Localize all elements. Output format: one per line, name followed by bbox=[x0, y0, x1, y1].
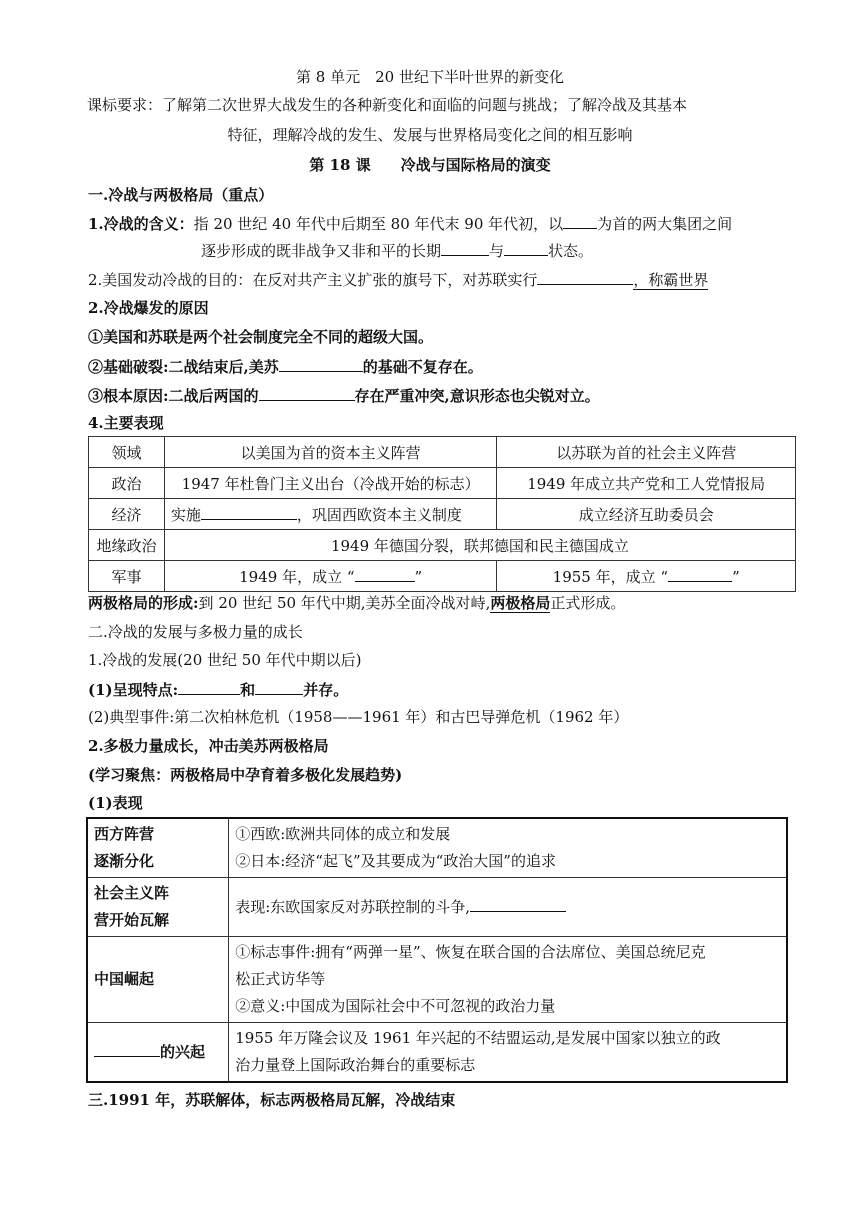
table-row bbox=[89, 468, 796, 499]
definition-text-e: 状态。 bbox=[548, 242, 594, 260]
learning-focus: (学习聚焦：两极格局中孕育着多极化发展趋势) bbox=[88, 766, 403, 784]
blank-5 bbox=[279, 355, 363, 372]
multipolar-table bbox=[86, 817, 788, 1083]
section-3-heading: 三.1991 年，苏联解体，标志两极格局瓦解，冷战结束 bbox=[88, 1091, 456, 1109]
standard-line-1: 课标要求：了解第二次世界大战发生的各种新变化和面临的问题与挑战；了解冷战及其基本 bbox=[87, 96, 688, 114]
table-row bbox=[89, 530, 796, 561]
blank-6 bbox=[259, 384, 355, 401]
blank-1 bbox=[563, 212, 597, 229]
unit-title: 第 8 单元 20 世纪下半叶世界的新变化 bbox=[296, 68, 564, 86]
table-row bbox=[87, 937, 787, 1023]
table-cell: 1949 年成立共产党和工人党情报局 bbox=[497, 468, 796, 499]
table-row bbox=[89, 561, 796, 592]
table-cell bbox=[87, 1023, 229, 1083]
features bbox=[88, 678, 348, 701]
features-c: 并存。 bbox=[303, 681, 349, 699]
socialist-label-2: 营开始瓦解 bbox=[94, 911, 170, 929]
socialist-label-1: 社会主义阵 bbox=[94, 884, 170, 902]
blank-2 bbox=[441, 239, 489, 256]
table-cell bbox=[164, 561, 497, 592]
cause-1: ①美国和苏联是两个社会制度完全不同的超级大国。 bbox=[88, 328, 434, 346]
economy-us-a: 实施 bbox=[170, 506, 201, 524]
china-item-2: ②意义:中国成为国际社会中不可忽视的政治力量 bbox=[235, 997, 556, 1015]
west-label-2: 逐渐分化 bbox=[94, 852, 155, 870]
table-cell bbox=[87, 878, 229, 937]
table-cell bbox=[229, 937, 787, 1023]
table-cell bbox=[164, 499, 497, 530]
purpose-text-b: ，称霸世界 bbox=[633, 271, 709, 289]
definition-label: 1.冷战的含义： bbox=[88, 215, 194, 233]
socialist-text: 表现:东欧国家反对苏联控制的斗争, bbox=[235, 897, 471, 916]
china-item-1a: ①标志事件:拥有“两弹一星”、恢复在联合国的合法席位、美国总统尼克 bbox=[235, 943, 706, 961]
definition-text-c: 逐步形成的既非战争又非和平的长期 bbox=[201, 242, 442, 260]
blank-9 bbox=[668, 565, 732, 582]
table-cell: 以美国为首的资本主义阵营 bbox=[164, 437, 497, 468]
table-row bbox=[89, 499, 796, 530]
rise-label: 的兴起 bbox=[160, 1042, 206, 1061]
west-item-2: ②日本:经济“起飞”及其要成为“政治大国”的追求 bbox=[235, 852, 556, 870]
blank-10 bbox=[178, 678, 240, 695]
blank-8 bbox=[355, 565, 415, 582]
west-label-1: 西方阵营 bbox=[94, 825, 155, 843]
table-cell: 领域 bbox=[89, 437, 165, 468]
military-us-a: 1949 年，成立 “ bbox=[239, 568, 355, 586]
blank-3 bbox=[504, 239, 548, 256]
definition-text-a: 指 20 世纪 40 年代中后期至 80 年代末 90 年代初，以 bbox=[193, 215, 564, 233]
features-b: 和 bbox=[240, 681, 256, 699]
economy-us-b: ，巩固西欧资本主义制度 bbox=[296, 506, 462, 524]
blank-7 bbox=[201, 503, 297, 520]
standard-line-2: 特征，理解冷战的发生、发展与世界格局变化之间的相互影响 bbox=[227, 126, 633, 144]
table-cell bbox=[229, 818, 787, 878]
cause-2-b: 的基础不复存在。 bbox=[362, 358, 483, 376]
table-cell: 政治 bbox=[89, 468, 165, 499]
us-purpose bbox=[88, 268, 708, 291]
table-cell: 军事 bbox=[89, 561, 165, 592]
military-ussr-a: 1955 年，成立 “ bbox=[552, 568, 669, 586]
table-cell bbox=[87, 818, 229, 878]
table-cell: 以苏联为首的社会主义阵营 bbox=[497, 437, 796, 468]
cold-war-development: 1.冷战的发展(20 世纪 50 年代中期以后) bbox=[88, 651, 362, 669]
bipolar-label: 两极格局的形成: bbox=[88, 594, 199, 612]
bipolar-formation bbox=[88, 592, 625, 614]
cause-2 bbox=[88, 355, 483, 378]
west-item-1: ①西欧:欧洲共同体的成立和发展 bbox=[235, 825, 451, 843]
section-2-heading: 二.冷战的发展与多极力量的成长 bbox=[88, 623, 303, 641]
bipolar-text-a: 到 20 世纪 50 年代中期,美苏全面冷战对峙, bbox=[198, 594, 491, 612]
cold-war-definition bbox=[88, 212, 732, 235]
manifestations-heading: 4.主要表现 bbox=[88, 414, 164, 432]
table-cell: 1947 年杜鲁门主义出台（冷战开始的标志） bbox=[164, 468, 497, 499]
causes-heading: 2.冷战爆发的原因 bbox=[88, 299, 209, 317]
bipolar-text-b: 两极格局 bbox=[490, 594, 551, 612]
table-row bbox=[87, 818, 787, 878]
table-cell bbox=[497, 561, 796, 592]
definition-text-d: 与 bbox=[489, 242, 505, 260]
military-ussr-b: ” bbox=[732, 568, 740, 586]
definition-text-b: 为首的两大集团之间 bbox=[597, 215, 733, 233]
purpose-text-a: 2.美国发动冷战的目的：在反对共产主义扩张的旗号下，对苏联实行 bbox=[88, 271, 538, 289]
cause-3-a: ③根本原因:二战后两国的 bbox=[88, 387, 259, 405]
table-row bbox=[89, 437, 796, 468]
bipolar-text-c: 正式形成。 bbox=[550, 594, 626, 612]
lesson-title: 第 18 课 冷战与国际格局的演变 bbox=[309, 156, 551, 174]
performance-heading: (1)表现 bbox=[88, 794, 143, 812]
blank-4 bbox=[537, 268, 633, 285]
table-cell bbox=[229, 1023, 787, 1083]
cause-2-a: ②基础破裂:二战结束后,美苏 bbox=[88, 358, 279, 376]
cause-3 bbox=[88, 384, 600, 407]
military-us-b: ” bbox=[414, 568, 423, 586]
table-cell: 地缘政治 bbox=[89, 530, 165, 561]
table-cell: 经济 bbox=[89, 499, 165, 530]
table-cell: 成立经济互助委员会 bbox=[497, 499, 796, 530]
table-cell: 1949 年德国分裂，联邦德国和民主德国成立 bbox=[164, 530, 795, 561]
cold-war-definition-cont bbox=[201, 239, 593, 262]
table-cell bbox=[229, 878, 787, 937]
section-1-heading: 一.冷战与两极格局（重点） bbox=[88, 186, 274, 204]
cause-3-b: 存在严重冲突,意识形态也尖锐对立。 bbox=[354, 387, 600, 405]
typical-events: (2)典型事件:第二次柏林危机（1958——1961 年）和古巴导弹危机（1962 年） bbox=[88, 708, 629, 726]
rise-text-b: 治力量登上国际政治舞台的重要标志 bbox=[235, 1056, 476, 1074]
table-row bbox=[87, 878, 787, 937]
china-item-1b: 松正式访华等 bbox=[235, 970, 326, 988]
table-cell: 中国崛起 bbox=[87, 937, 229, 1023]
blank-12 bbox=[470, 895, 566, 912]
multipolar-heading: 2.多极力量成长，冲击美苏两极格局 bbox=[88, 737, 329, 755]
blank-13 bbox=[94, 1040, 160, 1057]
blank-11 bbox=[255, 678, 303, 695]
features-a: (1)呈现特点: bbox=[88, 681, 179, 699]
table-row bbox=[87, 1023, 787, 1083]
rise-text-a: 1955 年万隆会议及 1961 年兴起的不结盟运动,是发展中国家以独立的政 bbox=[235, 1029, 721, 1047]
manifestations-table bbox=[88, 436, 796, 592]
